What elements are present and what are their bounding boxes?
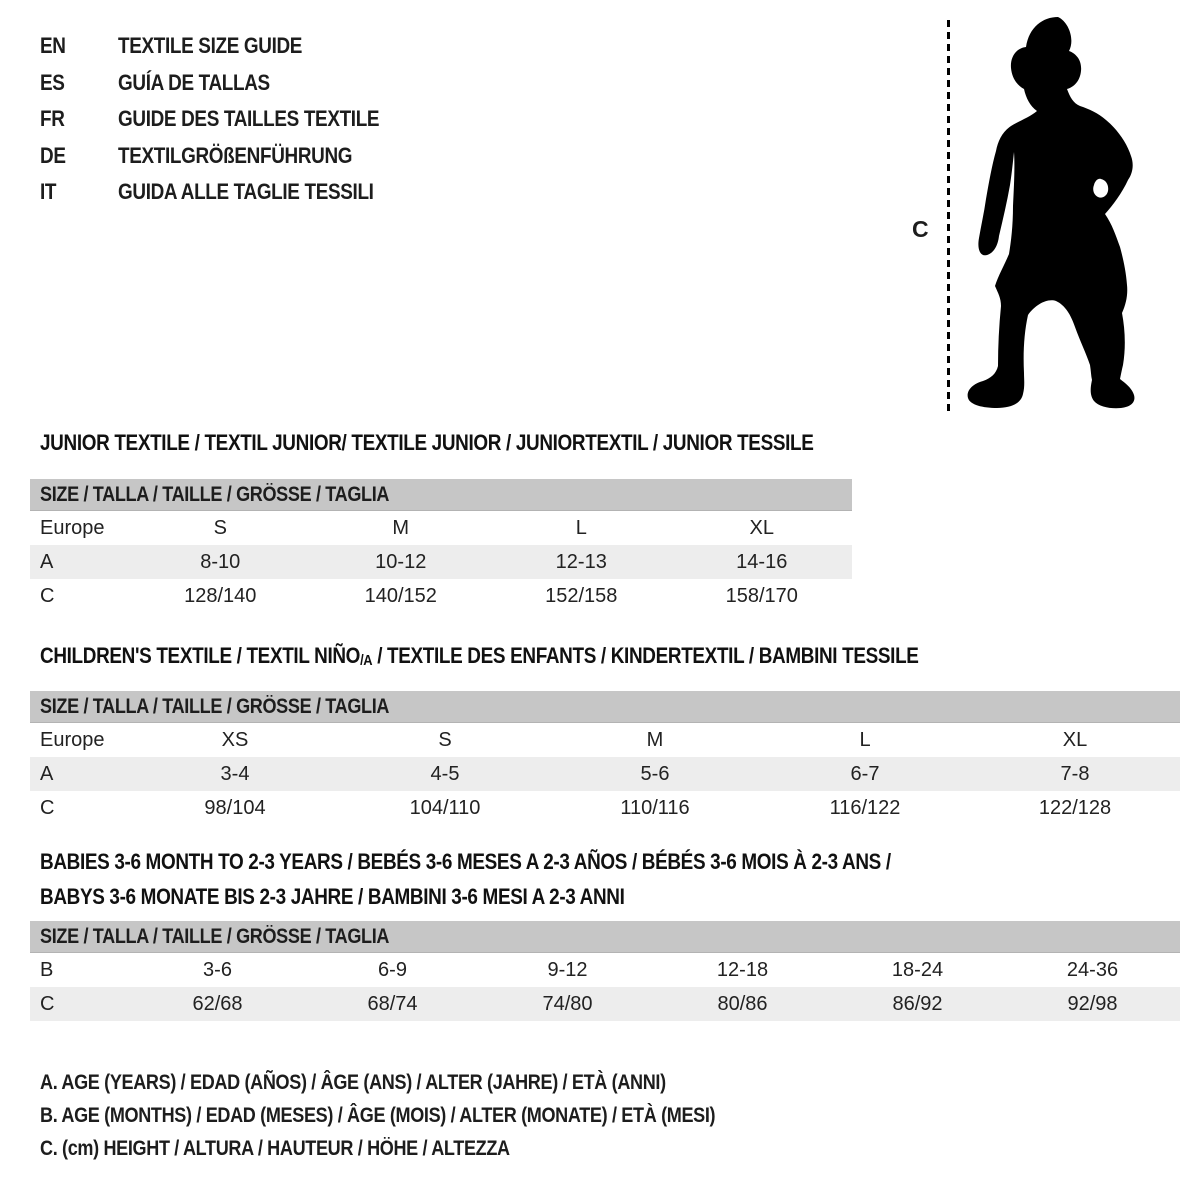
lang-label: TEXTILGRÖßENFÜHRUNG xyxy=(118,142,353,168)
lang-row-it xyxy=(40,174,422,211)
table-cell: 62/68 xyxy=(192,992,243,1015)
table-cell: 6-7 xyxy=(850,762,880,785)
table-header: SIZE / TALLA / TAILLE / GRÖSSE / TAGLIA xyxy=(30,479,852,511)
table-header: SIZE / TALLA / TAILLE / GRÖSSE / TAGLIA xyxy=(30,921,1180,953)
babies-size-table xyxy=(30,921,1180,1021)
height-measure-label: C xyxy=(912,216,929,242)
babies-section-title-line1: BABIES 3-6 MONTH TO 2-3 YEARS / BEBÉS 3-6 MESES A 2-3 AÑOS / BÉBÉS 3-6 MOIS À 2-3 ANS / xyxy=(40,849,891,874)
measurement-legend xyxy=(40,1066,825,1165)
table-cell: 12-13 xyxy=(555,550,607,573)
table-row xyxy=(30,987,1180,1021)
table-cell: 104/110 xyxy=(409,796,481,819)
table-cell: 3-4 xyxy=(220,762,250,785)
table-cell: 24-36 xyxy=(1066,958,1119,981)
table-cell: 152/158 xyxy=(545,584,618,607)
table-row xyxy=(30,545,852,579)
table-cell: XL xyxy=(749,516,774,539)
table-cell: 110/116 xyxy=(620,796,690,819)
height-measure-dashed-line xyxy=(947,20,950,414)
table-cell: 9-12 xyxy=(547,958,588,981)
table-cell: S xyxy=(438,728,452,751)
table-row xyxy=(30,757,1180,791)
lang-label: TEXTILE SIZE GUIDE xyxy=(118,33,303,59)
table-cell: 14-16 xyxy=(736,550,788,573)
children-section-title: CHILDREN'S TEXTILE / TEXTIL NIÑO/A / TEXTILE DES ENFANTS / KINDERTEXTIL / BAMBINI TESSILE xyxy=(40,643,919,669)
table-row xyxy=(30,953,1180,987)
toddler-silhouette xyxy=(963,14,1138,419)
table-row xyxy=(30,511,852,545)
table-cell: 8-10 xyxy=(200,550,241,573)
table-header: SIZE / TALLA / TAILLE / GRÖSSE / TAGLIA xyxy=(30,691,1180,723)
table-cell: L xyxy=(859,728,871,751)
lang-label: GUÍA DE TALLAS xyxy=(118,69,270,95)
table-cell: 80/86 xyxy=(717,992,768,1015)
lang-code: EN xyxy=(40,33,66,59)
lang-code: IT xyxy=(40,179,57,205)
table-cell: 7-8 xyxy=(1060,762,1090,785)
legend-age-months: B. AGE (MONTHS) / EDAD (MESES) / ÂGE (MOIS) / ALTER (MONATE) / ETÀ (MESI) xyxy=(40,1103,716,1127)
lang-code: FR xyxy=(40,106,65,132)
table-cell: 68/74 xyxy=(367,992,418,1015)
table-cell: M xyxy=(392,516,410,539)
table-row xyxy=(30,791,1180,825)
row-label: B xyxy=(40,958,54,981)
table-cell: 5-6 xyxy=(640,762,670,785)
lang-label: GUIDA ALLE TAGLIE TESSILI xyxy=(118,179,374,205)
table-cell: 158/170 xyxy=(725,584,798,607)
row-label: C xyxy=(40,796,55,819)
row-label: C xyxy=(40,992,55,1015)
children-size-table xyxy=(30,691,1180,825)
row-label: Europe xyxy=(40,728,105,751)
table-cell: XS xyxy=(221,728,249,751)
lang-code: ES xyxy=(40,69,65,95)
row-label: A xyxy=(40,550,54,573)
row-label: A xyxy=(40,762,54,785)
lang-row-en xyxy=(40,28,422,65)
row-label: Europe xyxy=(40,516,105,539)
table-row xyxy=(30,723,1180,757)
table-cell: 74/80 xyxy=(542,992,593,1015)
legend-age-years: A. AGE (YEARS) / EDAD (AÑOS) / ÂGE (ANS) / ALTER (JAHRE) / ETÀ (ANNI) xyxy=(40,1070,666,1094)
table-cell: 86/92 xyxy=(892,992,943,1015)
table-cell: L xyxy=(575,516,587,539)
table-cell: 12-18 xyxy=(716,958,769,981)
junior-section-title: JUNIOR TEXTILE / TEXTIL JUNIOR/ TEXTILE JUNIOR / JUNIORTEXTIL / JUNIOR TESSILE xyxy=(40,430,814,455)
lang-label: GUIDE DES TAILLES TEXTILE xyxy=(118,106,380,132)
table-cell: S xyxy=(213,516,227,539)
lang-row-de xyxy=(40,138,422,175)
table-cell: 98/104 xyxy=(204,796,266,819)
toddler-silhouette-path xyxy=(968,17,1135,408)
table-cell: 116/122 xyxy=(829,796,901,819)
table-cell: 140/152 xyxy=(364,584,437,607)
table-cell: 18-24 xyxy=(891,958,944,981)
lang-row-es xyxy=(40,65,422,102)
table-cell: 3-6 xyxy=(203,958,232,981)
table-cell: 128/140 xyxy=(184,584,257,607)
babies-section-title-line2: BABYS 3-6 MONATE BIS 2-3 JAHRE / BAMBINI 3-6 MESI A 2-3 ANNI xyxy=(40,884,625,909)
table-row xyxy=(30,579,852,613)
row-label: C xyxy=(40,584,55,607)
table-cell: 92/98 xyxy=(1067,992,1118,1015)
lang-row-fr xyxy=(40,101,422,138)
table-cell: 6-9 xyxy=(378,958,407,981)
table-cell: XL xyxy=(1062,728,1088,751)
junior-size-table xyxy=(30,479,852,613)
lang-code: DE xyxy=(40,142,66,168)
table-cell: 4-5 xyxy=(430,762,460,785)
table-cell: 122/128 xyxy=(1038,796,1112,819)
title-subscript: /A xyxy=(360,652,373,669)
language-title-list xyxy=(40,28,422,211)
table-cell: 10-12 xyxy=(375,550,427,573)
legend-height-cm: C. (cm) HEIGHT / ALTURA / HAUTEUR / HÖHE / ALTEZZA xyxy=(40,1136,510,1160)
table-cell: M xyxy=(646,728,664,751)
